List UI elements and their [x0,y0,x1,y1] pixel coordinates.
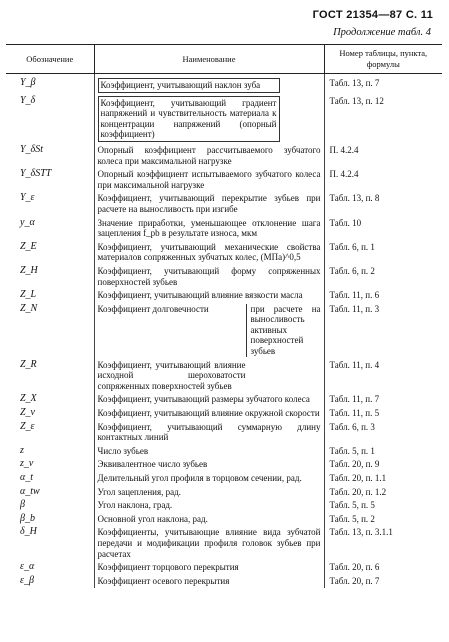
table-row [6,74,442,95]
reference-cell: П. 4.2.4 [329,144,359,155]
name-cell: Угол наклона, град. [94,499,324,513]
name-cell: Коэффициент, учитывающий влияние окружной скорости [94,407,324,421]
column-header-symbol: Обозначение [6,45,94,74]
table-row [6,407,442,421]
reference-cell: Табл. 6, п. 1 [329,241,375,252]
boxed-name: Коэффициент, учитывающий градиент напряжений и чувствительность материала к концентрации напряжений (опорный коэффициент) [98,96,280,142]
page-header: ГОСТ 21354—87 С. 11 [312,9,433,21]
reference-cell: Табл. 11, п. 3 [329,303,380,314]
name-cell: Коэффициент, учитывающий форму сопряженных поверхностей зубьев [94,265,324,289]
symbol-cell: δ_H [6,526,94,561]
reference-cell: Табл. 6, п. 3 [329,421,375,432]
reference-cell: Табл. 11, п. 7 [329,394,380,405]
symbol-cell: ε_α [6,561,94,575]
table-row [6,95,442,144]
table-row [6,359,442,394]
name-cell: Коэффициент, учитывающий влияние вязкости масла [94,289,324,303]
name-cell: Коэффициент, учитывающий влияние исходной шероховатости сопряженных поверхностей зубьев [94,359,324,394]
symbol-cell: Z_H [6,265,94,289]
symbol-cell: Y_δ [6,95,94,144]
table-row [6,499,442,513]
name-cell: Значение приработки, уменьшающее отклонение шага зацепления f_pb в результате износа, мкм [94,217,324,241]
symbol-cell: β [6,499,94,513]
name-cell: Коэффициент, учитывающий суммарную длину контактных линий [94,421,324,445]
reference-cell: Табл. 5, п. 2 [329,513,375,524]
symbol-cell: Z_R [6,359,94,394]
name-cell: Опорный коэффициент испытываемого зубчатого колеса при максимальной нагрузке [94,168,324,192]
table-row [6,421,442,445]
reference-cell: Табл. 13, п. 8 [329,193,380,204]
table-row [6,561,442,575]
reference-cell: Табл. 10 [329,217,362,228]
reference-cell: Табл. 20, п. 1.1 [329,473,387,483]
symbol-cell: Y_δSTT [6,168,94,192]
name-cell: Коэффициент осевого перекрытия [94,575,324,589]
symbols-table [6,44,442,588]
symbol-cell: Y_δSt [6,144,94,168]
name-cell: Число зубьев [94,445,324,459]
table-continuation-label: Продолжение табл. 4 [333,27,431,38]
table-row [6,289,442,303]
symbol-cell: Z_L [6,289,94,303]
name-cell [94,95,324,144]
name-cell: Коэффициент, учитывающий размеры зубчатого колеса [94,393,324,407]
reference-cell: Табл. 13, п. 3.1.1 [329,527,393,538]
table-row [6,472,442,486]
symbol-cell: z_v [6,458,94,472]
table-row [6,192,442,216]
symbol-cell: z [6,445,94,459]
symbol-cell: y_α [6,217,94,241]
name-cell: Основной угол наклона, рад. [94,513,324,527]
name-cell: Делительный угол профиля в торцовом сечении, рад. [94,472,324,486]
symbol-cell: β_b [6,513,94,527]
column-header-name: Наименование [94,45,324,74]
reference-cell: Табл. 11, п. 6 [329,290,380,301]
reference-cell: Табл. 6, п. 2 [329,265,375,276]
symbol-cell: Y_β [6,74,94,95]
table-row [6,526,442,561]
name-cell: Коэффициенты, учитывающие влияние вида зубчатой передачи и модификации профиля головок зубьев при расчетах [94,526,324,561]
table-row [6,217,442,241]
symbol-cell: ε_β [6,575,94,589]
symbol-cell: Z_v [6,407,94,421]
symbol-cell: α_tw [6,486,94,500]
name-right-bracket: при расчете на выносливость активных поверхностей зубьев [250,303,321,357]
table-row [6,303,442,359]
name-cell: Коэффициент, учитывающий механические свойства материалов сопряженных зубчатых колес, (МПа)^0,5 [94,241,324,265]
reference-cell: Табл. 20, п. 6 [329,562,380,573]
reference-cell: Табл. 20, п. 9 [329,459,380,470]
name-cell: Коэффициент, учитывающий перекрытие зубьев при расчете на выносливость при изгибе [94,192,324,216]
table-row [6,513,442,527]
symbol-cell: Z_N [6,303,94,359]
reference-cell: Табл. 11, п. 5 [329,408,380,419]
table-row [6,144,442,168]
symbol-cell: Z_X [6,393,94,407]
symbol-cell: Y_ε [6,192,94,216]
table-row [6,265,442,289]
reference-cell: Табл. 13, п. 12 [329,95,384,106]
table-row [6,241,442,265]
table-row [6,445,442,459]
reference-cell: П. 4.2.4 [329,169,359,180]
boxed-name: Коэффициент, учитывающий наклон зуба [98,78,280,93]
symbol-cell: Z_E [6,241,94,265]
reference-cell: Табл. 13, п. 7 [329,78,380,88]
column-header-reference: Номер таблицы, пункта, формулы [324,45,442,74]
symbol-cell: α_t [6,472,94,486]
reference-cell: Табл. 5, п. 5 [329,500,375,511]
table-row [6,458,442,472]
table-row [6,486,442,500]
name-cell: Угол зацепления, рад. [94,486,324,500]
table-row [6,168,442,192]
name-cell: Эквивалентное число зубьев [94,458,324,472]
table-row [6,575,442,589]
symbol-cell: Z_ε [6,421,94,445]
reference-cell: Табл. 5, п. 1 [329,445,375,456]
name-cell: Опорный коэффициент рассчитываемого зубчатого колеса при максимальной нагрузке [94,144,324,168]
reference-cell: Табл. 20, п. 1.2 [329,486,387,497]
name-cell: Коэффициент торцового перекрытия [94,561,324,575]
name-left: Коэффициент долговечности [98,304,247,357]
table-row [6,393,442,407]
name-cell [94,303,324,359]
table-header-row [6,45,442,74]
reference-cell: Табл. 20, п. 7 [329,575,380,586]
name-cell [94,74,324,95]
reference-cell: Табл. 11, п. 4 [329,359,380,370]
